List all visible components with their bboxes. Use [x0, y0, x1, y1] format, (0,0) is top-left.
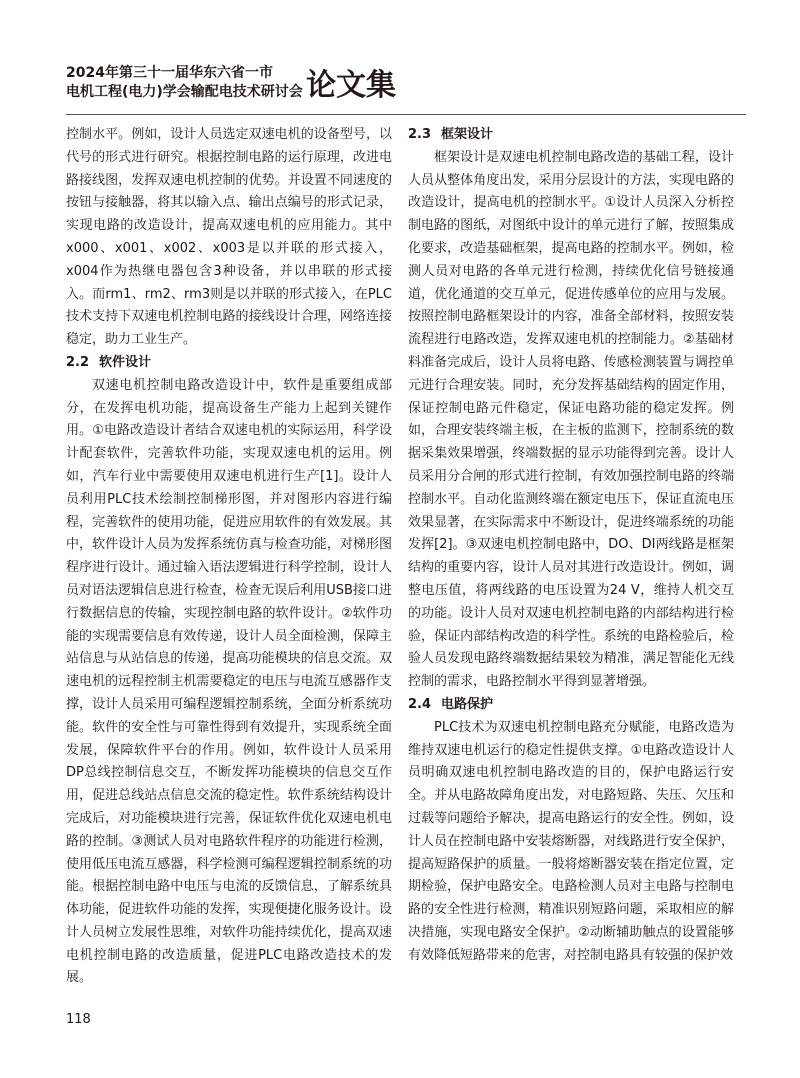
header-rule — [66, 114, 746, 115]
conference-title — [66, 64, 303, 102]
section-heading-2-3 — [408, 124, 734, 147]
section-number: 2.3 — [408, 127, 432, 142]
page-number: 118 — [66, 1012, 91, 1027]
section-number: 2.4 — [408, 696, 432, 712]
section-number: 2.2 — [66, 354, 90, 370]
paragraph: 控制水平。例如，设计人员选定双速电机的设备型号，以代号的形式进行研究。根据控制电路的运行原理，改进电路接线图，发挥双速电机控制的优势。并设置不同速度的按钮与接触器，将其以输入点、输出点编号的形式记录，实现电路的改造设计，提高双速电机的应用能力。其中x000、x001、x002、x003是以并联的形式接入，x004作为热继电器包含3种设备，并以串联的形式接入。而rm1、rm2、rm3则是以并联的形式接入，在PLC技术支持下双速电机控制电路的接线设计合理，网络连接稳定，助力工业生产。 — [66, 127, 392, 348]
section-title: 电路保护 — [441, 696, 494, 712]
section-heading-2-4 — [408, 694, 734, 717]
right-column — [408, 124, 734, 967]
section-title: 软件设计 — [99, 354, 152, 370]
paragraph: 框架设计是双速电机控制电路改造的基础工程，设计人员从整体角度出发，采用分层设计的方法，实现电路的改造设计，提高电机的控制水平。①设计人员深入分析控制电路的图纸，对图纸中设计的单元进行了解，按照集成化要求，改造基础框架，提高电路的控制水平。例如，检测人员对电路的各单元进行检测，持续优化信号链接通道，优化通道的交互单元，促进传感单位的应用与发展。按照控制电路框架设计的内容，准备全部材料，按照安装流程进行电路改造，发挥双速电机的控制能力。②基础材料准备完成后，设计人员将电路、传感检测装置与调控单元进行合理安装。同时，充分发挥基础结构的固定作用，保证控制电路元件稳定，保证电路功能的稳定发挥。例如，合理安装终端主板，在主板的监测下，控制系统的数据采集效果增强，终端数据的显示功能得到完善。设计人员采用分合闸的形式进行控制，有效加强控制电路的终端控制水平。自动化监测终端在额定电压下，保证直流电压效果显著，在实际需求中不断设计，促进终端系统的功能发挥[2]。③双速电机控制电路中，DO、DI两线路是框架结构的重要内容，设计人员对其进行改造设计。例如，调整电压值，将两线路的电压设置为24 V，维持人机交互的功能。设计人员对双速电机控制电路的内部结构进行检验，保证内部结构改造的科学性。系统的电路检验后，检验人员发现电路终端数据结果较为精准，满足智能化无线控制的需求，电路控制水平得到显著增强。 — [408, 149, 734, 690]
paragraph: 双速电机控制电路改造设计中，软件是重要组成部分，在发挥电机功能，提高设备生产能力上起到关键作用。①电路改造设计者结合双速电机的实际运用，科学设计配套软件，完善软件功能，实现双速电机的运用。例如，汽车行业中需要使用双速电机进行生产[1]。设计人员利用PLC技术绘制控制梯形图，并对图形内容进行编程，完善软件的使用功能，促进应用软件的有效发展。其中，软件设计人员为发挥系统仿真与检查功能，对梯形图程序进行设计。通过输入语法逻辑进行科学控制，设计人员对语法逻辑信息进行检查，检查无误后利用USB接口进行数据信息的传输，实现控制电路的软件设计。②软件功能的实现需要信息有效传递，设计人员全面检测，保障主站信息与从站信息的传递，提高功能模块的信息交流。双速电机的远程控制主机需要稳定的电压与电流互感器作支撑，设计人员采用可编程逻辑控制系统，全面分析系统功能。软件的安全性与可靠性得到有效提升，实现系统全面发展，保障软件平台的作用。例如，软件设计人员采用DP总线控制信息交互，不断发挥功能模块的信息交互作用，促进总线站点信息交流的稳定性。软件系统结构设计完成后，对功能模块进行完善，保证软件优化双速电机电路的控制。③测试人员对电路软件程序的功能进行检测，使用低压电流互感器，科学检测可编程逻辑控制系统的功能。根据控制电路中电压与电流的反馈信息，了解系统具体功能，促进软件功能的发挥，实现便捷化服务设计。设计人员树立发展性思维，对软件功能持续优化，提高双速电机控制电路的改造质量，促进PLC电路改造技术的发展。 — [66, 377, 392, 986]
left-column — [66, 124, 392, 990]
section-title: 框架设计 — [441, 127, 494, 142]
paragraph: PLC技术为双速电机控制电路充分赋能，电路改造为维持双速电机运行的稳定性提供支撑。①电路改造设计人员明确双速电机控制电路改造的目的，保护电路运行安全。并从电路故障角度出发，对电路短路、失压、欠压和过载等问题给予解决，提高电路运行的安全性。例如，设计人员在控制电路中安装熔断器，对线路进行安全保护，提高短路保护的质量。一般将熔断器安装在指定位置，定期检验，保护电路安全。电路检测人员对主电路与控制电路的安全性进行检测，精准识别短路问题，采取相应的解决措施，实现电路安全保护。②动断辅助触点的设置能够有效降低短路带来的危害，对控制电路具有较强的保护效 — [408, 719, 734, 963]
proceedings-label: 论文集 — [306, 68, 396, 103]
conference-title-line1: 2024年第三十一届华东六省一市 — [66, 65, 273, 81]
conference-title-line2: 电机工程(电力)学会输配电技术研讨会 — [66, 84, 303, 100]
page-header — [66, 64, 746, 108]
section-heading-2-2 — [66, 352, 392, 375]
